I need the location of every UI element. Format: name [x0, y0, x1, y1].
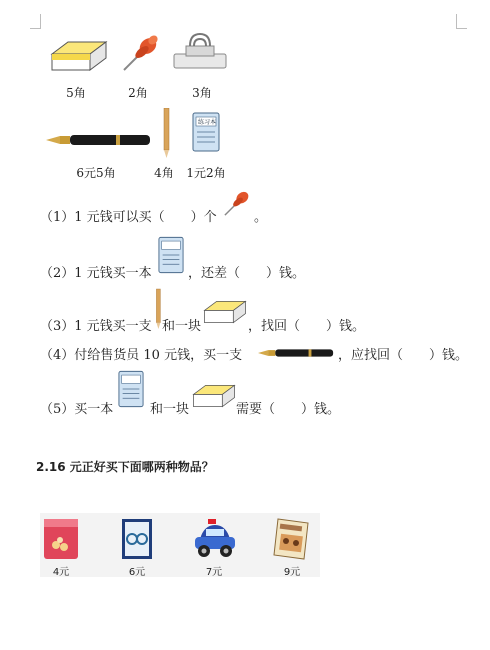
eraser-icon — [203, 298, 247, 330]
pen-price: 6元5角 — [76, 166, 116, 180]
notebook-price: 1元2角 — [186, 166, 226, 180]
goods-price-4: 9元 — [283, 567, 301, 578]
notebook-cover-text: 练习本 — [198, 119, 217, 126]
pushpin-icon — [222, 186, 254, 222]
question-3-text: （3）1 元钱买一支 — [40, 319, 152, 334]
goods-price-2: 6元 — [128, 567, 146, 578]
crop-mark-right — [456, 14, 467, 29]
fountain-pen-icon — [258, 344, 336, 363]
fountain-pen-icon — [46, 132, 154, 152]
clip-price: 3角 — [192, 86, 212, 100]
question-2-text: （2）1 元钱买一本 — [40, 266, 152, 281]
pencil-price: 4角 — [154, 166, 174, 180]
eraser-icon — [50, 38, 108, 78]
question-4-text: （4）付给售货员 10 元钱，买一支 — [40, 348, 243, 363]
notebook-icon — [118, 370, 144, 412]
question-5-answer-text: 需要（ ）钱。 — [236, 402, 341, 417]
question-3-answer-text: ，找回（ ）钱。 — [248, 319, 366, 334]
question-2-answer-text: ，还差（ ）钱。 — [188, 266, 306, 281]
section-2-title: 2.16 元正好买下面哪两种物品？ — [36, 460, 214, 474]
pencil-icon — [154, 288, 162, 334]
question-1-text: （1）1 元钱可以买（ ）个 — [40, 210, 217, 225]
goods-price-1: 4元 — [52, 567, 70, 578]
question-1-end: 。 — [254, 210, 268, 225]
toy-car-icon — [192, 517, 238, 565]
pushpin-icon — [120, 30, 164, 78]
snack-bag-icon — [42, 517, 80, 565]
eraser-price: 5角 — [66, 86, 86, 100]
crop-mark-left — [30, 14, 41, 29]
question-5-and: 和一块 — [150, 402, 190, 417]
pencil-icon — [161, 108, 171, 162]
story-book-icon — [272, 517, 310, 565]
glasses-book-icon — [120, 517, 154, 565]
goods-price-3: 7元 — [205, 567, 223, 578]
clip-icon — [172, 32, 228, 76]
notebook-icon — [192, 112, 220, 156]
question-5-text: （5）买一本 — [40, 402, 114, 417]
notebook-icon — [158, 236, 184, 278]
question-4-answer-text: ，应找回（ ）钱。 — [338, 348, 469, 363]
eraser-icon — [192, 382, 236, 414]
pin-price: 2角 — [128, 86, 148, 100]
question-3-and: 和一块 — [162, 319, 202, 334]
goods-strip — [40, 513, 320, 577]
